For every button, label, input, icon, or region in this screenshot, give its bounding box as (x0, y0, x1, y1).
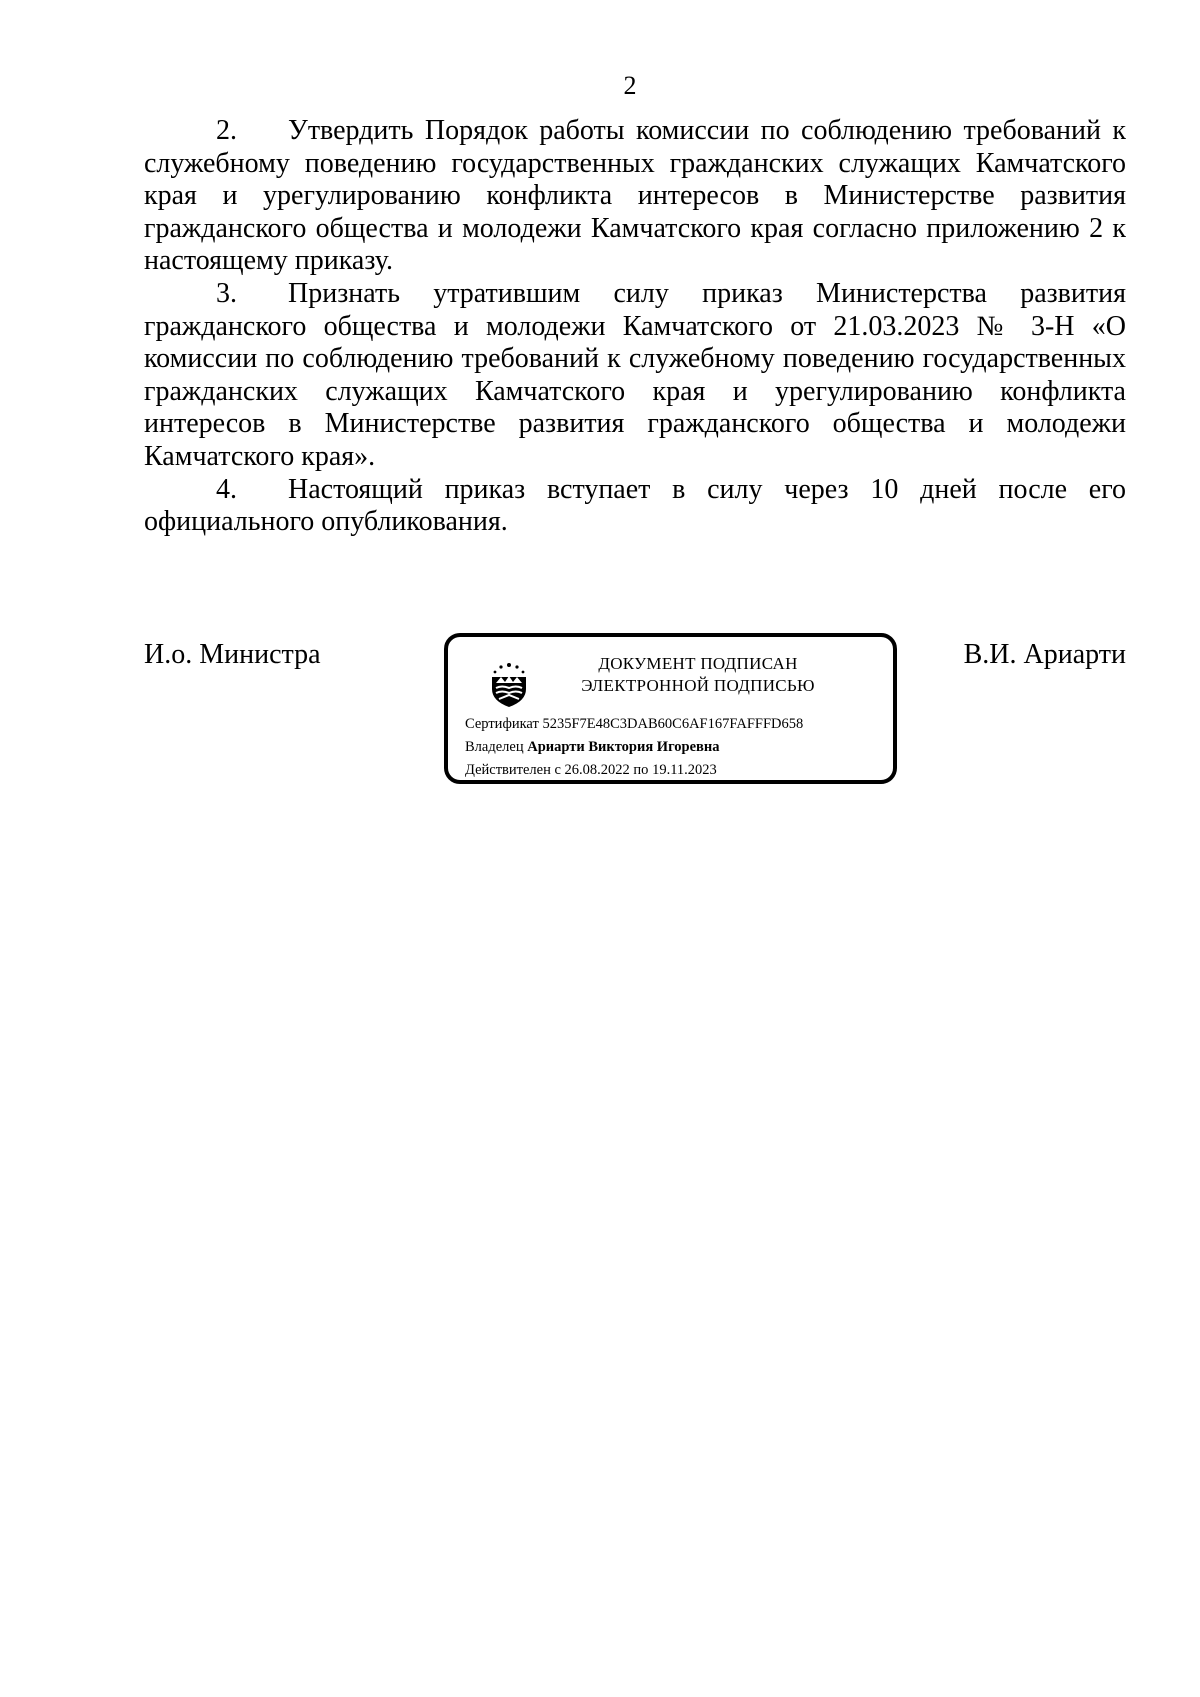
page-number: 2 (623, 71, 637, 100)
kamchatka-coat-of-arms-icon (484, 655, 534, 711)
owner-value: Ариарти Виктория Игоревна (527, 739, 720, 755)
paragraph-item (144, 278, 1126, 474)
paragraph-item (144, 474, 1126, 539)
stamp-header (548, 653, 848, 697)
paragraph-number: 3. (216, 277, 237, 309)
certificate-label: Сертификат (465, 716, 539, 732)
paragraph-item (144, 115, 1126, 278)
signer-position: И.о. Министра (144, 639, 321, 670)
owner-label: Владелец (465, 739, 524, 755)
validity-to-label: по (633, 762, 649, 778)
owner-line (465, 738, 719, 756)
certificate-line (465, 715, 803, 733)
stamp-header-line: ДОКУМЕНТ ПОДПИСАН (598, 654, 798, 673)
validity-to: 19.11.2023 (652, 762, 717, 778)
paragraph-text: Признать утратившим силу приказ Министерства развития гражданского общества и молодежи Камчатского от 21.03.2023 № 3-Н «О комиссии по соблюдению требований к служебному поведению государственных гражданских служащих Камчатского края и урегулированию конфликта интересов в Министерстве развития гражданского общества и молодежи Камчатского края». (144, 277, 1126, 472)
validity-from-label: с (554, 762, 561, 778)
certificate-value: 5235F7E48C3DAB60C6AF167FAFFFD658 (542, 716, 804, 732)
document-body (144, 115, 1126, 539)
validity-label: Действителен (465, 762, 551, 778)
paragraph-number: 2. (216, 115, 237, 146)
signer-name: В.И. Ариарти (963, 639, 1126, 670)
validity-from: 26.08.2022 (564, 762, 630, 778)
electronic-signature-stamp (444, 633, 897, 784)
paragraph-text: Настоящий приказ вступает в силу через 10 дней после его официального опубликования. (144, 473, 1126, 538)
paragraph-text: Утвердить Порядок работы комиссии по соблюдению требований к служебному поведению государственных гражданских служащих Камчатского края и урегулированию конфликта интересов в Министерстве развития гражданского общества и молодежи Камчатского края согласно приложению 2 к настоящему приказу. (144, 115, 1126, 277)
signature-block (144, 638, 1126, 798)
validity-line (465, 761, 717, 779)
paragraph-number: 4. (216, 473, 237, 505)
stamp-header-line: ЭЛЕКТРОННОЙ ПОДПИСЬЮ (581, 676, 815, 695)
